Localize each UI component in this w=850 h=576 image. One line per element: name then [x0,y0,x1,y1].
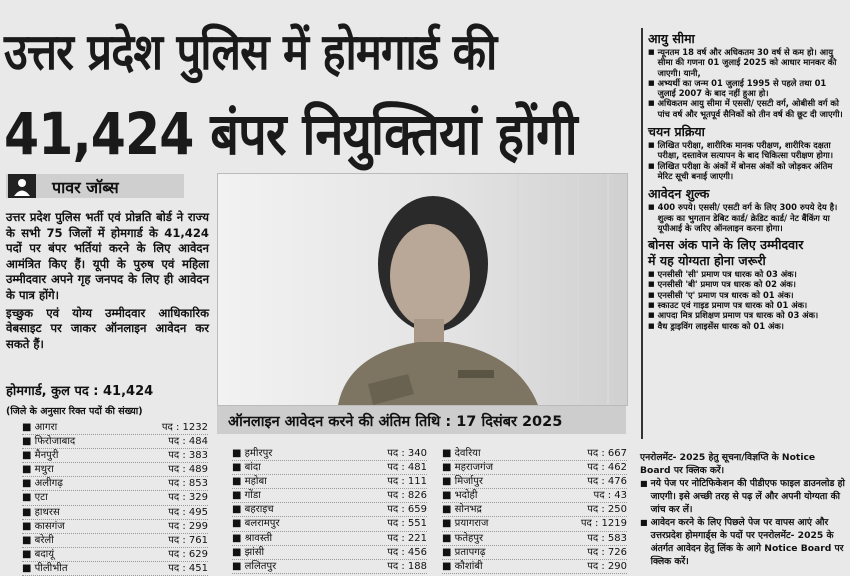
district-posts: पद : 1232 [161,422,208,433]
district-posts: पद : 383 [168,450,208,462]
district-posts: पद : 629 [168,548,208,560]
district-name: ■ मिर्जापुर [442,476,483,488]
district-row [442,447,627,461]
district-row [22,477,208,491]
district-row [442,503,627,517]
district-row [232,461,427,475]
district-row [442,489,627,503]
deadline-text: ऑनलाइन आवेदन करने की अंतिम तिथि : 17 दिसंबर 2025 [228,414,563,430]
district-name: ■ फतेहपुर [442,532,484,544]
district-row [22,421,208,435]
district-posts: पद : 476 [587,476,627,488]
district-posts: पद : 43 [593,490,627,502]
bonus-item-text: ■ वैध ड्राइविंग लाइसेंस धारक को 01 अंक। [657,320,784,331]
fee-item-text: ■ 400 रुपये। एससी/ एसटी वर्ग के लिए 300 रुपये देय है। शुल्क का भुगतान डेबिट कार्ड/ क्रेडिट कार्ड/ नेट बैंकिंग या यूपीआई के जरिए ऑनलाइन करना होगा। [657,202,838,233]
district-name: ■ भदोही [442,490,478,502]
district-row [232,489,427,503]
age-limit-item-text: ■ न्यूनतम 18 वर्ष और अधिकतम 30 वर्ष से कम हो। आयु सीमा की गणना 01 जुलाई 2025 को आधार मानकर की जाएगी। यानी, [657,47,837,78]
district-row [22,506,208,520]
district-name: ■ सोनभद्र [442,504,482,516]
age-limit-list [648,47,846,119]
district-name: ■ हमीरपुर [232,448,273,459]
district-name: ■ बरेली [22,534,54,546]
district-name: ■ झांसी [232,546,265,558]
selection-item [648,140,846,161]
person-icon [8,174,36,198]
district-row [232,475,427,489]
bonus-heading [648,237,846,269]
district-name: ■ अलीगढ़ [22,478,63,490]
district-name: ■ महराजगंज [442,462,494,474]
district-name: ■ प्रतापगढ़ [442,546,486,558]
district-row [22,562,208,576]
bonus-item-text: ■ एनसीसी 'सी' प्रमाण पत्र धारक को 03 अंक। [657,269,797,280]
candidate-photo [217,173,628,406]
headline-line-1: उत्तर प्रदेश पुलिस में होमगार्ड की [4,23,497,81]
district-row [22,548,208,562]
district-posts: पद : 221 [387,532,427,544]
bonus-item-text: ■ आपदा मित्र प्रशिक्षण प्रमाण पत्र धारक को 03 अंक। [657,310,819,321]
age-limit-item-text: ■ अभ्यर्थी का जन्म 01 जुलाई 1995 से पहले तथा 01 जुलाई 2007 के बाद नहीं हुआ हो। [657,77,827,99]
district-name: ■ कौशांबी [442,560,483,572]
district-posts: पद : 495 [168,506,208,518]
district-posts: पद : 826 [387,490,427,502]
district-row [232,546,427,560]
district-posts: पद : 299 [168,520,208,532]
age-limit-heading: आयु सीमा [648,31,695,46]
district-row [22,463,208,477]
district-row [22,534,208,548]
district-posts: पद : 451 [168,562,208,574]
district-name: ■ श्रावस्ती [232,532,273,544]
district-subhead: (जिले के अनुसार रिक्त पदों की संख्या) [6,406,143,417]
district-name: ■ मैनपुरी [22,450,59,462]
district-row [232,447,427,461]
district-name: ■ प्रयागराज [442,518,489,530]
district-posts: पद : 188 [387,560,427,572]
fee-item [648,202,846,233]
bonus-item-text: ■ एनसीसी 'बी' प्रमाण पत्र धारक को 02 अंक। [657,279,796,290]
intro-paragraph-1: उत्तर प्रदेश पुलिस भर्ती एवं प्रोन्नति बोर्ड ने राज्य के सभी 75 जिलों में होमगार्ड के 41,424 पदों पर बंपर भर्तियां करने के लिए आवेदन आमंत्रित किए हैं। यूपी के पुरुष एवं महिला उम्मीदवार अपने गृह जनपद के लिए ही आवेदन के पात्र होंगे। [6,210,209,302]
district-name: ■ एटा [22,492,48,504]
selection-heading: चयन प्रक्रिया [648,124,705,140]
info-sidebar [648,30,846,331]
district-posts: पद : 329 [168,492,208,504]
district-posts: पद : 456 [387,546,427,558]
age-limit-item [648,98,846,119]
district-name: ■ महोबा [232,476,267,488]
district-posts: पद : 489 [168,464,208,476]
age-limit-item [648,47,846,78]
selection-item [648,161,846,182]
district-name: ■ गोंडा [232,490,261,502]
fee-heading: आवेदन शुल्क [648,186,710,202]
district-row [22,520,208,534]
district-posts: पद : 853 [168,478,208,490]
how-to-apply [640,451,848,568]
district-posts: पद : 667 [587,448,627,459]
total-posts: होमगार्ड, कुल पद : 41,424 [6,384,154,399]
bonus-item [648,279,846,289]
district-posts: पद : 481 [387,462,427,474]
fee-list [648,202,846,233]
district-column-3 [442,447,627,574]
apply-step [640,516,848,568]
intro-text [6,210,209,352]
byline-name: पावर जॉब्स [52,178,119,197]
district-row [442,461,627,475]
apply-step-text: ■ नये पेज पर नोटिफिकेशन की पीडीएफ फाइल डाउनलोड हो जाएगी। इसे अच्छी तरह से पढ़ लें और अपनी योग्यता की जांच कर लें। [650,478,845,515]
district-name: ■ मथुरा [22,464,54,476]
district-posts: पद : 250 [587,504,627,516]
selection-item-text: ■ लिखित परीक्षा, शारीरिक मानक परीक्षण, शारीरिक दक्षता परीक्षा, दस्तावेज सत्यापन के बाद चिकित्सा परीक्षण होगा। [657,140,834,161]
district-row [22,491,208,505]
district-posts: पद : 761 [168,534,208,546]
district-row [22,435,208,449]
district-posts: पद : 484 [168,436,208,448]
apply-step-text: ■ आवेदन करने के लिए पिछले पेज पर वापस आएं और उत्तरप्रदेश होमगार्ड्स के पदों पर एनरोलमेंट- 2025 के अंतर्गत आवेदन हेतु लिंक के आगे Notice Board पर क्लिक करें। [650,517,844,567]
district-name: ■ बदायूं [22,548,55,560]
selection-list [648,140,846,181]
bonus-item [648,300,846,310]
apply-step [640,477,848,516]
district-row [232,532,427,546]
district-posts: पद : 583 [587,532,627,544]
district-column-1 [22,421,208,576]
bonus-item [648,321,846,331]
bonus-item-text: ■ स्काउट एवं गाइड प्रमाण पत्र धारक को 01 अंक। [657,300,808,311]
apply-steps [640,477,848,568]
bonus-list [648,269,846,331]
bonus-item [648,310,846,320]
district-row [442,475,627,489]
intro-paragraph-2: इच्छुक एवं योग्य उम्मीदवार आधिकारिक वेबसाइट पर जाकर ऑनलाइन आवेदन कर सकते हैं। [6,305,209,351]
district-name: ■ पीलीभीत [22,562,68,574]
district-name: ■ देवरिया [442,448,481,459]
district-posts: पद : 1219 [580,518,627,530]
bonus-heading-line-1: बोनस अंक पाने के लिए उम्मीदवार [648,237,804,253]
district-name: ■ कासगंज [22,520,65,532]
district-posts: पद : 462 [587,462,627,474]
district-name: ■ आगरा [22,422,58,433]
selection-item-text: ■ लिखित परीक्षा के अंकों में बोनस अंकों को जोड़कर अंतिम मेरिट सूची बनाई जाएगी। [657,160,833,181]
apply-step-lead: एनरोलमेंट- 2025 हेतु सूचना/विज्ञप्ति के Notice Board पर क्लिक करें। [640,452,816,476]
district-posts: पद : 290 [587,560,627,572]
district-column-2 [232,447,427,574]
district-name: ■ बांदा [232,462,261,474]
district-name: ■ हाथरस [22,506,60,518]
district-posts: पद : 726 [587,546,627,558]
age-limit-item [648,78,846,99]
age-limit-item-text: ■ अधिकतम आयु सीमा में एससी/ एसटी वर्ग, ओबीसी वर्ग को पांच वर्ष और भूतपूर्व सैनिकों को तीन वर्ष की छूट दी जाएगी। [657,98,843,119]
bonus-item [648,290,846,300]
headline-line-2: 41,424 बंपर नियुक्तियां होंगी [4,100,577,168]
district-row [22,449,208,463]
district-posts: पद : 111 [387,476,427,488]
district-row [232,503,427,517]
district-posts: पद : 340 [387,448,427,459]
district-row [232,517,427,531]
district-row [442,517,627,531]
district-row [442,546,627,560]
bonus-heading-line-2: में यह योग्यता होना जरूरी [648,253,766,269]
district-row [442,532,627,546]
bonus-item-text: ■ एनसीसी 'ए' प्रमाण पत्र धारक को 01 अंक। [657,289,794,300]
district-name: ■ बलरामपुर [232,518,280,530]
district-posts: पद : 659 [387,504,427,516]
bonus-item [648,269,846,279]
district-name: ■ ललितपुर [232,560,277,572]
district-posts: पद : 551 [387,518,427,530]
district-name: ■ फिरोजाबाद [22,436,76,448]
district-name: ■ बहराइच [232,504,274,516]
